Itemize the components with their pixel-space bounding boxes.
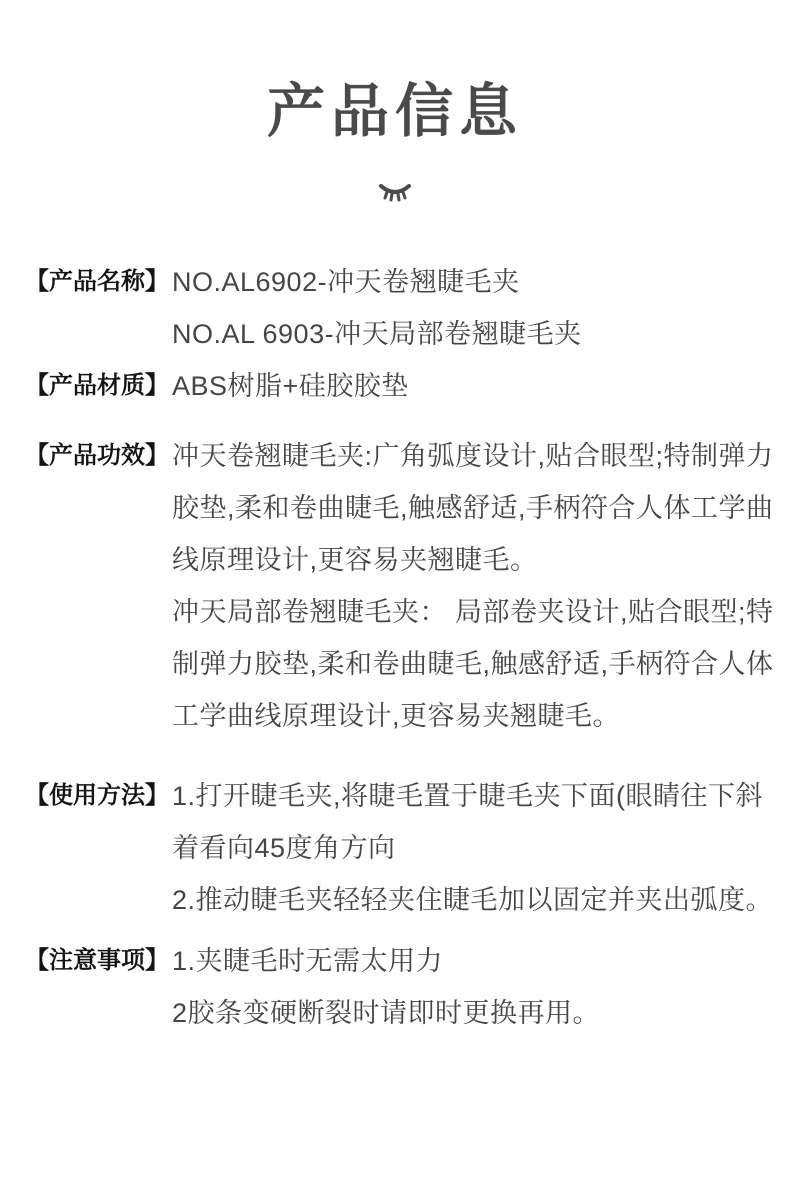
section-label: 【产品功效】 [25,442,169,469]
text-line: NO.AL 6903-冲天局部卷翘睫毛夹 [172,319,582,349]
text-line: 冲天局部卷翘睫毛夹： 局部卷夹设计,贴合眼型;特 [172,597,774,627]
section-content [172,430,774,742]
text-line: 2胶条变硬断裂时请即时更换再用。 [172,998,601,1028]
text-line: NO.AL6902-冲天卷翘睫毛夹 [172,267,520,297]
section-label: 【产品材质】 [25,372,169,399]
product-info-page [0,80,790,1179]
text-line: 2.推动睫毛夹轻轻夹住睫毛加以固定并夹出弧度。 [172,885,774,915]
info-section [25,256,762,360]
text-line: 胶垫,柔和卷曲睫毛,触感舒适,手柄符合人体工学曲 [172,493,774,523]
text-line: 1.打开睫毛夹,将睫毛置于睫毛夹下面(眼睛往下斜 [172,781,764,811]
page-title: 产品信息 [266,79,523,144]
section-label: 【注意事项】 [25,947,169,974]
text-line: 制弹力胶垫,柔和卷曲睫毛,触感舒适,手柄符合人体 [172,649,774,679]
section-label: 【产品名称】 [25,268,169,295]
section-content [172,935,762,1039]
text-line: 工学曲线原理设计,更容易夹翘睫毛。 [172,701,621,731]
eyelash-icon [0,182,790,204]
text-line: 着看向45度角方向 [172,833,396,863]
text-line: 冲天卷翘睫毛夹:广角弧度设计,贴合眼型;特制弹力 [172,441,774,471]
section-content [172,360,762,412]
section-content [172,256,762,360]
text-line: ABS树脂+硅胶胶垫 [172,371,409,401]
section-label: 【使用方法】 [25,782,169,809]
info-sections [0,256,790,1039]
info-section [25,430,774,742]
text-line: 1.夹睫毛时无需太用力 [172,946,444,976]
info-section [25,360,762,412]
section-content [172,770,774,926]
info-section [25,935,762,1039]
text-line: 线原理设计,更容易夹翘睫毛。 [172,545,538,575]
info-section [25,770,774,926]
